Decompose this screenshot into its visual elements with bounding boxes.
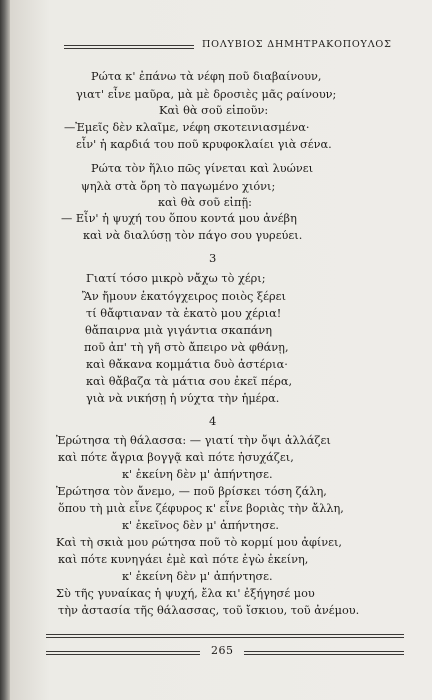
poem-line: Ρώτα τὸν ἥλιο πῶς γίνεται καὶ λυώνει (91, 162, 313, 175)
poem-line: γιατ' εἶνε μαῦρα, μὰ μὲ δροσιὲς μᾶς ραίνουν; (76, 88, 337, 101)
header-rule (64, 45, 194, 46)
poem-line: θἄπαιρνα μιὰ γιγάντια σκαπάνη (85, 324, 273, 337)
poem-line: τί θἄφτιαναν τὰ ἑκατὸ μου χέρια! (86, 307, 282, 320)
poem-line: καὶ πότε κυνηγάει ἐμὲ καὶ πότε ἐγὼ ἐκείνη, (58, 553, 309, 566)
poem-line: ποῦ ἀπ' τὴ γῆ στὸ ἄπειρο νὰ φθάνῃ, (84, 341, 289, 354)
footer-rule (46, 651, 200, 652)
poem-line: Καὶ τὴ σκιὰ μου ρώτησα ποῦ τὸ κορμί μου ἀφίνει, (56, 536, 343, 549)
poem-line: Σὺ τῆς γυναίκας ἡ ψυχή, ἔλα κι' ἐξήγησέ μου (56, 587, 315, 600)
footer-rule (46, 654, 200, 655)
running-header (64, 38, 410, 58)
poem-line: Γιατί τόσο μικρὸ νἄχω τὸ χέρι; (86, 272, 266, 285)
poem-line: εἶν' ἡ καρδιά του ποῦ κρυφοκλαίει γιὰ σένα. (76, 138, 332, 151)
poem-line: Ἐρώτησα τὸν ἄνεμο, — ποῦ βρίσκει τόση ζάλη, (56, 485, 327, 498)
footer-rule (244, 654, 404, 655)
poem-line: —Ἐμεῖς δὲν κλαῖμε, νέφη σκοτεινιασμένα· (64, 121, 310, 134)
poem-line: καὶ νὰ διαλύσῃ τὸν πάγο σου γυρεύει. (83, 229, 303, 242)
poem-line: κ' ἐκείνη δὲν μ' ἀπήντησε. (122, 570, 273, 583)
poem-line: καὶ θἄκανα κομμάτια δυὸ ἀστέρια· (86, 358, 288, 371)
header-rule (64, 48, 194, 49)
header-author-name: ΠΟΛΥΒΙΟΣ ΔΗΜΗΤΡΑΚΟΠΟΥΛΟΣ (202, 39, 392, 50)
footer-rule (244, 651, 404, 652)
poem-line: ψηλὰ στὰ ὄρη τὸ παγωμένο χιόνι; (81, 180, 276, 193)
book-spine (0, 0, 10, 700)
footer-rule (46, 634, 404, 635)
poem-line: κ' ἐκεῖνος δὲν μ' ἀπήντησε. (122, 519, 279, 532)
poem-line: καὶ θἄβαζα τὰ μάτια σου ἐκεῖ πέρα, (86, 375, 293, 388)
poem-line: κ' ἐκείνη δὲν μ' ἀπήντησε. (122, 468, 273, 481)
poem-line: ὅπου τὴ μιὰ εἶνε ζέφυρος κ' εἶνε βοριὰς τὴν ἄλλη, (58, 502, 344, 515)
poem-line: τὴν ἀστασία τῆς θάλασσας, τοῦ ἴσκιου, τοῦ ἀνέμου. (58, 604, 360, 617)
poem-line: Ρώτα κ' ἐπάνω τὰ νέφη ποῦ διαβαίνουν, (91, 70, 322, 83)
poem-line: Καὶ θὰ σοῦ εἰποῦν: (159, 104, 269, 117)
page-number: 265 (211, 644, 234, 657)
section-number: 3 (209, 251, 217, 265)
poem-line: καὶ πότε ἄγρια βογγᾷ καὶ πότε ἡσυχάζει, (58, 451, 294, 464)
poem-line: καὶ θὰ σοῦ εἰπῇ: (158, 196, 252, 209)
book-page (10, 0, 432, 700)
poem-line: — Εἶν' ἡ ψυχή του ὅπου κοντά μου ἀνέβη (61, 212, 297, 225)
footer-rule (46, 637, 404, 638)
poem-line: γιὰ νὰ νικήσῃ ἡ νύχτα τὴν ἡμέρα. (86, 392, 280, 405)
section-number: 4 (209, 414, 217, 428)
poem-line: Ἂν ἤμουν ἑκατόγχειρος ποιὸς ξέρει (82, 290, 286, 303)
poem-line: Ἐρώτησα τὴ θάλασσα: — γιατί τὴν ὄψι ἀλλάζει (56, 434, 331, 447)
